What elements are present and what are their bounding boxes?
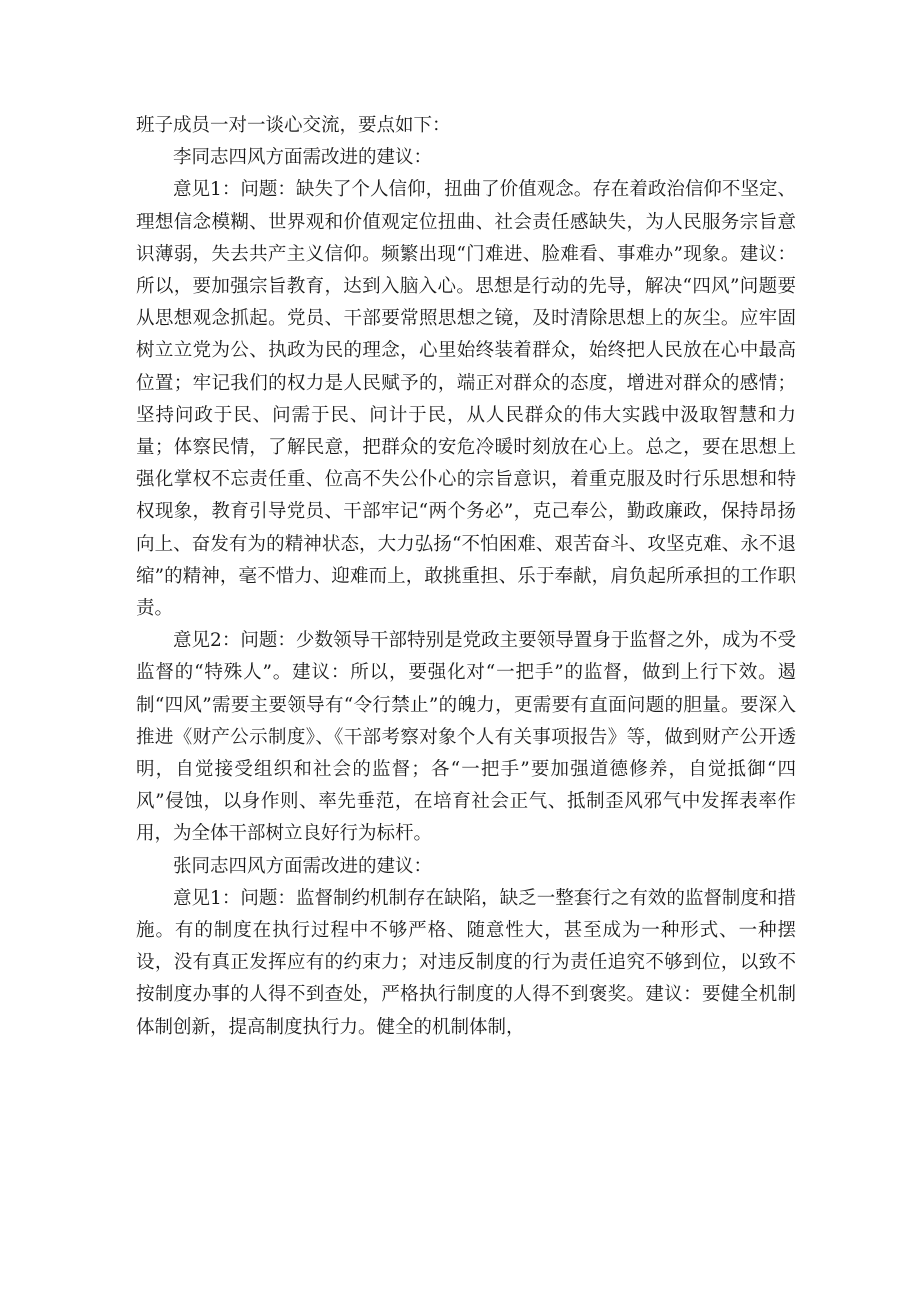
- document-body: [136, 110, 796, 1044]
- intro-paragraph: 班子成员一对一谈心交流，要点如下：: [136, 115, 451, 136]
- section-heading-li: 李同志四风方面需改进的建议：: [173, 147, 433, 169]
- section-heading-zhang: 张同志四风方面需改进的建议：: [173, 855, 433, 877]
- opinion-paragraph-zhang-1: 意见1：问题：监督制约机制存在缺陷，缺乏一整套行之有效的监督制度和措施。有的制度在执行过程中不够严格、随意性大，甚至成为一种形式、一种摆设，没有真正发挥应有的约束力；对违反制度的行为责任追究不够到位，以致不按制度办事的人得不到查处，严格执行制度的人得不到褒奖。建议：要健全机制体制创新，提高制度执行力。健全的机制体制，: [136, 887, 796, 1038]
- opinion-paragraph-li-2: 意见2：问题：少数领导干部特别是党政主要领导置身于监督之外，成为不受监督的“特殊人”。建议：所以，要强化对“一把手”的监督，做到上行下效。遏制“四风”需要主要领导有“令行禁止”的魄力，更需要有直面问题的胆量。要深入推进《财产公示制度》、《干部考察对象个人有关事项报告》等，做到财产公开透明，自觉接受组织和社会的监督；各“一把手”要加强道德修养，自觉抵御“四风”侵蚀，以身作则、率先垂范，在培育社会正气、抵制歪风邪气中发挥表率作用，为全体干部树立良好行为标杆。: [136, 630, 796, 845]
- opinion-paragraph-li-1: 意见1：问题：缺失了个人信仰，扭曲了价值观念。存在着政治信仰不坚定、理想信念模糊、世界观和价值观定位扭曲、社会责任感缺失，为人民服务宗旨意识薄弱，失去共产主义信仰。频繁出现“门难进、脸难看、事难办”现象。建议：所以，要加强宗旨教育，达到入脑入心。思想是行动的先导，解决“四风”问题要从思想观念抓起。党员、干部要常照思想之镜，及时清除思想上的灰尘。应牢固树立立党为公、执政为民的理念，心里始终装着群众，始终把人民放在心中最高位置；牢记我们的权力是人民赋予的，端正对群众的态度，增进对群众的感情；坚持问政于民、问需于民、问计于民，从人民群众的伟大实践中汲取智慧和力量；体察民情，了解民意，把群众的安危冷暖时刻放在心上。总之，要在思想上强化掌权不忘责任重、位高不失公仆心的宗旨意识，着重克服及时行乐思想和特权现象，教育引导党员、干部牢记“两个务必”，克己奉公，勤政廉政，保持昂扬向上、奋发有为的精神状态，大力弘扬“不怕困难、艰苦奋斗、攻坚克难、永不退缩”的精神，毫不惜力、迎难而上，敢挑重担、乐于奉献，肩负起所承担的工作职责。: [136, 179, 796, 620]
